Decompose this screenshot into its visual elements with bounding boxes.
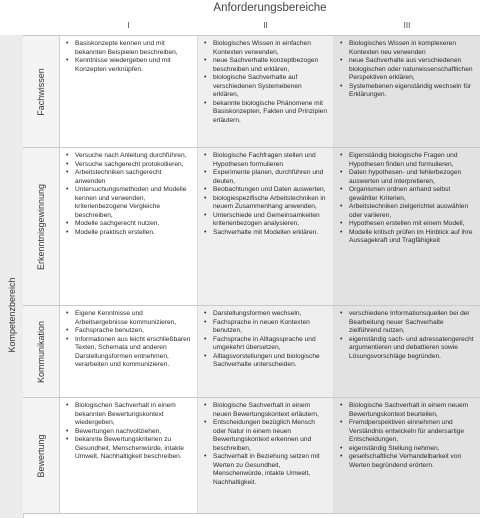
list-item: • Biologische Sachverhalt in einem neuem Bewertungskontext beurteilen, xyxy=(338,402,475,419)
list-item: • Darstellungsformen wechseln, xyxy=(202,310,328,319)
list-item: • Biologischen Sachverhalt in einem bekannten Bewertungskontext wiedergeben, xyxy=(64,402,192,428)
list-item: • Biologische Sachverhalt in einem neuen Bewertungskontext erläutern, xyxy=(202,402,328,419)
level-header-2: II xyxy=(263,21,268,30)
list-item: • bekannte Bewertungskriterien zu Gesundheit, Menschenwürde, intakte Umwelt, Nachhaltigkeit beschreiben. xyxy=(64,436,192,462)
list-item: • Entscheidungen bezüglich Mensch oder Natur in einem neuen Bewertungskontext erkennen und beschreiben, xyxy=(202,419,328,453)
table-title: Anforderungsbereiche xyxy=(213,2,327,14)
list-item: • Informationen aus leicht erschließbaren Texten, Schemata und anderen Darstellungsformen entnehmen, verarbeiten und kommunizieren. xyxy=(64,336,192,370)
bullet-list xyxy=(64,402,192,462)
bullet-list xyxy=(338,402,475,470)
row-label-text: Kommunikation xyxy=(36,320,46,383)
list-item: • Versuche sachgerecht protokollieren, xyxy=(64,161,192,170)
table-cell xyxy=(197,398,334,513)
bullet-list xyxy=(338,310,475,361)
table-cell xyxy=(60,148,197,305)
level-header-row xyxy=(60,19,480,33)
list-item: • Sachverhalt in Beziehung setzen mit Werten zu Gesundheit, Menschenwürde, intakte Umwelt, Nachhaltigkeit. xyxy=(202,453,328,487)
side-label: Kompetenzbereich xyxy=(7,277,17,353)
table-cell xyxy=(197,148,334,305)
bullet-list xyxy=(202,152,328,237)
list-item: • Bewertungen nachvollziehen, xyxy=(64,428,192,437)
list-item: • Arbeitstechniken zielgerichtet auswählen oder variieren, xyxy=(338,203,475,220)
list-item: • Biologisches Wissen in komplexeren Kontexten neu verwenden xyxy=(338,40,475,57)
table-cell xyxy=(60,36,197,147)
row-label-text: Bewertung xyxy=(36,433,46,478)
row-label xyxy=(23,148,60,305)
bullet-list xyxy=(202,40,328,125)
bullet-list xyxy=(64,152,192,237)
row-label xyxy=(23,36,60,147)
list-item: • Unterschiede und Gemeinsamkeiten kriterienbezogen analysieren, xyxy=(202,212,328,229)
list-item: • neue Sachverhalte aus verschiedenen biologischen oder naturwissenschaftlichen Perspektiven erklären, xyxy=(338,57,475,83)
table-row xyxy=(23,148,480,306)
table-cell xyxy=(334,36,480,147)
table-cell xyxy=(197,306,334,397)
list-item: • Fachsprache in Alltagssprache und umgekehrt übersetzen, xyxy=(202,336,328,353)
table-cell xyxy=(197,36,334,147)
side-column xyxy=(0,35,24,518)
list-item: • Fachsprache in neuen Kontexten benutzen, xyxy=(202,319,328,336)
row-label-text: Fachwissen xyxy=(36,67,46,116)
row-label xyxy=(23,398,60,513)
bullet-list xyxy=(64,40,192,74)
level-header-3: III xyxy=(403,21,411,30)
list-item: • Arbeitstechniken sachgerecht anwenden xyxy=(64,169,192,186)
list-item: • Beobachtungen und Daten auswerten, xyxy=(202,186,328,195)
table-cell xyxy=(334,306,480,397)
table-row xyxy=(23,306,480,398)
list-item: • biologische Sachverhalte auf verschiedenen Systemebenen erklären, xyxy=(202,74,328,100)
level-header-1: I xyxy=(127,21,130,30)
table-cell xyxy=(60,306,197,397)
list-item: • Kenntnisse wiedergeben und mit Konzepten verknüpfen. xyxy=(64,57,192,74)
bullet-list xyxy=(338,40,475,100)
list-item: • Eigene Kenntnisse und Arbeitsergebnisse kommunizieren, xyxy=(64,310,192,327)
bullet-list xyxy=(338,152,475,246)
list-item: • Alltagsvorstellungen und biologische Sachverhalte unterscheiden. xyxy=(202,353,328,370)
list-item: • Hypothesen erstellen mit einem Modell, xyxy=(338,220,475,229)
bullet-list xyxy=(64,310,192,370)
list-item: • Basiskonzepte kennen und mit bekannten Beispielen beschreiben, xyxy=(64,40,192,57)
list-item: • eigenständig Stellung nehmen, xyxy=(338,445,475,454)
row-label xyxy=(23,306,60,397)
list-item: • biologiespezifische Arbeitstechniken in neuem Zusammenhang anwenden, xyxy=(202,195,328,212)
list-item: • Eigenständig biologische Fragen und Hypothesen finden und formulieren, xyxy=(338,152,475,169)
row-label-text: Erkenntnisgewinnung xyxy=(36,183,46,270)
table-cell xyxy=(60,398,197,513)
list-item: • Fremdperspektiven einnehmen und Verständnis entwickeln für andersartige Entscheidungen, xyxy=(338,419,475,445)
list-item: • Modelle sachgerecht nutzen, xyxy=(64,220,192,229)
list-item: • verschiedene Informationsquellen bei der Bearbeitung neuer Sachverhalte zielführend nutzen, xyxy=(338,310,475,336)
list-item: • Fachsprache benutzen, xyxy=(64,327,192,336)
list-item: • Biologische Fachfragen stellen und Hypothesen formulieren xyxy=(202,152,328,169)
list-item: • Modelle kritisch prüfen im Hinblick auf ihre Aussagekraft und Tragfähigkeit xyxy=(338,229,475,246)
list-item: • bekannte biologische Phänomene mit Basiskonzepten, Fakten und Prinzipien erläutern. xyxy=(202,100,328,126)
list-item: • Systemebenen eigenständig wechseln für Erklärungen. xyxy=(338,83,475,100)
list-item: • Organismen ordnen anhand selbst gewählter Kriterien, xyxy=(338,186,475,203)
list-item: • Sachverhalte mit Modellen erklären. xyxy=(202,229,328,238)
list-item: • Modelle praktisch erstellen. xyxy=(64,229,192,238)
table-row xyxy=(23,398,480,514)
bullet-list xyxy=(202,310,328,370)
list-item: • Experimente planen, durchführen und deuten, xyxy=(202,169,328,186)
list-item: • gesellschaftliche Verhandelbarkeit von Werten begründend erörtern. xyxy=(338,453,475,470)
table-row xyxy=(23,35,480,148)
competence-grid xyxy=(23,35,480,514)
list-item: • Daten hypothesen- und fehlerbezogen auswerten und interpretieren, xyxy=(338,169,475,186)
table-cell xyxy=(334,398,480,513)
list-item: • Untersuchungsmethoden und Modelle kennen und verwenden, kriterienbezogene Vergleiche beschreiben, xyxy=(64,186,192,220)
list-item: • Biologisches Wissen in einfachen Kontexten verwenden, xyxy=(202,40,328,57)
table-cell xyxy=(334,148,480,305)
list-item: • eigenständig sach- und adressatengerecht argumentieren und debattieren sowie Lösungsvorschläge begründen. xyxy=(338,336,475,362)
bullet-list xyxy=(202,402,328,487)
list-item: • Versuche nach Anleitung durchführen, xyxy=(64,152,192,161)
list-item: • neue Sachverhalte konzeptbezogen beschreiben und erklären, xyxy=(202,57,328,74)
